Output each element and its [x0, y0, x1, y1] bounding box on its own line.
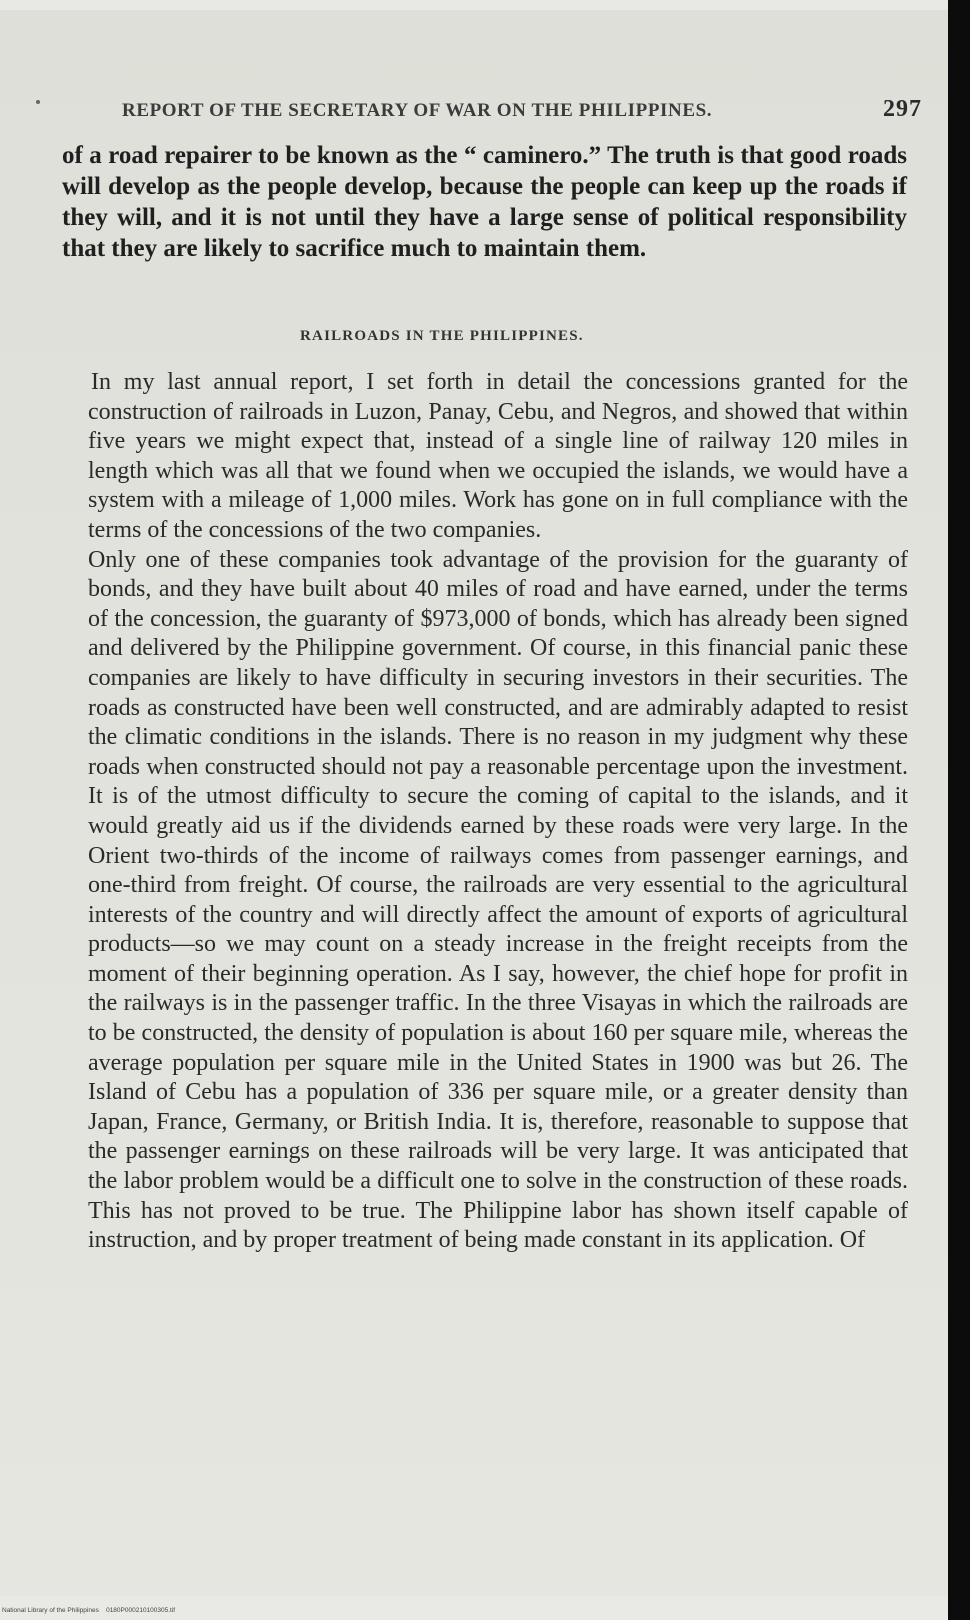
scan-top-edge: [0, 0, 948, 10]
scan-right-border: [948, 0, 970, 1620]
paragraph-1: In my last annual report, I set forth in detail the concessions granted for the construction of railroads in Luzon, Panay, Cebu, and Negros, and showed that within five years we might expect that, instead of a single line of railway 120 miles in length which was all that we found when we occupied the islands, we would have a system with a mileage of 1,000 miles. Work has gone on in full compliance with the terms of the concessions of the two companies.: [88, 369, 908, 543]
scan-footer: [2, 1607, 175, 1614]
running-head: [122, 96, 922, 123]
page-number: 297: [883, 96, 922, 122]
scan-speck: [36, 100, 40, 104]
body-text: [88, 368, 908, 1256]
footer-credit: National Library of the Philippines: [2, 1607, 99, 1614]
scan-footer-strip: [0, 1596, 948, 1620]
section-heading: RAILROADS IN THE PHILIPPINES.: [300, 328, 584, 344]
running-head-title: REPORT OF THE SECRETARY OF WAR ON THE PHILIPPINES.: [122, 100, 713, 121]
lead-paragraph: of a road repairer to be known as the “ caminero.” The truth is that good roads will develop as the people develop, because the people can keep up the roads if they will, and it is not until they have a large sense of political responsibility that they are likely to sacrifice much to maintain them.: [62, 142, 907, 262]
paragraph-2: Only one of these companies took advantage of the provision for the guaranty of bonds, and they have built about 40 miles of road and have earned, under the terms of the concession, the guaranty of $973,000 of bonds, which has already been signed and delivered by the Philippine government. Of course, in this financial panic these companies are likely to have difficulty in securing investors in their securities. The roads as constructed have been well constructed, and are admirably adapted to resist the climatic conditions in the islands. There is no reason in my judgment why these roads when constructed should not pay a reasonable percentage upon the investment. It is of the utmost difficulty to secure the coming of capital to the islands, and it would greatly aid us if the dividends earned by these roads were very large. In the Orient two-thirds of the income of railways comes from passenger earnings, and one-third from freight. Of course, the railroads are very essential to the agricultural interests of the country and will directly affect the amount of exports of agricultural products—so we may count on a steady increase in the freight receipts from the moment of their beginning operation. As I say, however, the chief hope for profit in the railways is in the passenger traffic. In the three Visayas in which the railroads are to be constructed, the density of population is about 160 per square mile, whereas the average population per square mile in the United States in 1900 was but 26. The Island of Cebu has a population of 336 per square mile, or a greater density than Japan, France, Germany, or British India. It is, therefore, reasonable to suppose that the passenger earnings on these railroads will be very large. It was anticipated that the labor problem would be a difficult one to solve in the construction of these roads. This has not proved to be true. The Philippine labor has shown itself capable of instruction, and by proper treatment of being made constant in its application. Of: [88, 546, 908, 1254]
footer-code: 0180P000210100305.tif: [106, 1607, 176, 1614]
